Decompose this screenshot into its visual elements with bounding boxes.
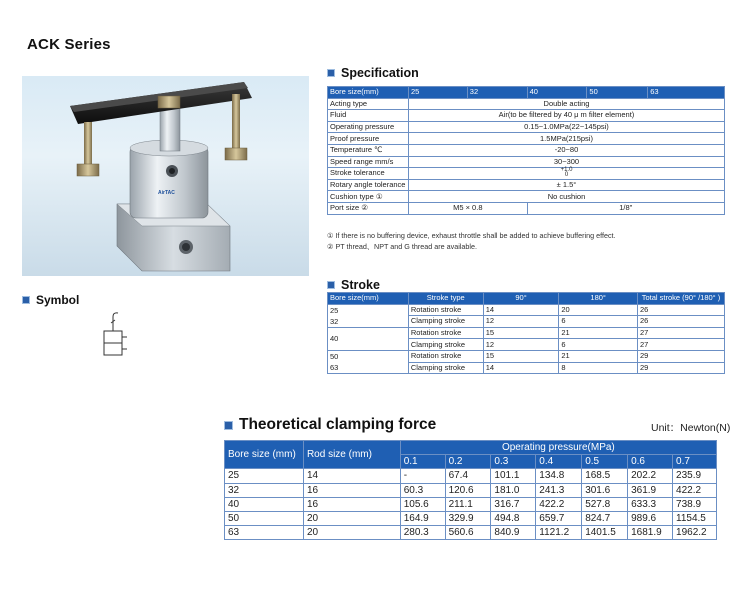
stroke-type: Rotation stroke [408,350,483,362]
force-header-row [225,441,717,455]
symbol-heading [22,293,79,307]
bore-value: 50 [330,352,339,362]
specification-title: Specification [341,66,419,80]
force-value: 105.6 [400,497,445,511]
force-row [225,511,717,525]
spec-value: Double acting [408,98,724,110]
force-value: 168.5 [582,469,628,483]
force-row [225,497,717,511]
bore-value: 25 [330,305,339,315]
stroke-180: 20 [559,304,638,316]
force-value: 1962.2 [673,526,717,540]
force-value: 633.3 [628,497,673,511]
stroke-bore-cell [328,304,409,327]
force-value: 840.9 [491,526,536,540]
force-table [224,440,717,540]
bore-value: 32 [330,316,339,326]
stroke-180: 6 [559,316,638,328]
force-value: 361.9 [628,483,673,497]
spec-label: Cushion type ① [328,191,409,203]
force-value: 202.2 [628,469,673,483]
stroke-row [328,350,725,362]
spec-header-cell: 32 [467,87,527,99]
force-rod: 20 [303,511,400,525]
spec-label: Speed range mm/s [328,156,409,168]
force-rod: 16 [303,497,400,511]
stroke-header-cell: 180° [559,293,638,305]
spec-label: Acting type [328,98,409,110]
spec-row [328,191,725,203]
spec-row [328,121,725,133]
spec-row [328,179,725,191]
spec-label: Stroke tolerance [328,168,409,180]
force-row [225,526,717,540]
tolerance-lower: 0 [564,172,569,179]
stroke-90: 15 [483,350,559,362]
force-value: 824.7 [582,511,628,525]
stroke-180: 6 [559,339,638,351]
spec-header-row [328,87,725,99]
spec-row [328,156,725,168]
spec-value: 1/8" [527,202,724,214]
stroke-header-cell: Bore size(mm) [328,293,409,305]
force-value: 560.6 [445,526,491,540]
section-bullet-icon [22,296,30,304]
series-title: ACK Series [27,36,111,53]
force-value: 164.9 [400,511,445,525]
stroke-180: 21 [559,350,638,362]
spec-row [328,202,725,214]
force-rod: 20 [303,526,400,540]
stroke-90: 15 [483,327,559,339]
brand-label: AirTAC [158,190,175,196]
stroke-header-cell: 90° [483,293,559,305]
force-row [225,483,717,497]
section-bullet-icon [224,421,233,430]
force-value: 1121.2 [536,526,582,540]
spec-header-cell: Bore size(mm) [328,87,409,99]
force-value: 67.4 [445,469,491,483]
force-value: 1401.5 [582,526,628,540]
force-value: 301.6 [582,483,628,497]
spec-note: ② PT thread、NPT and G thread are available. [327,242,478,251]
stroke-title: Stroke [341,278,380,292]
product-photo [22,76,309,276]
stroke-90: 14 [483,304,559,316]
force-heading [224,416,436,434]
force-value: 494.8 [491,511,536,525]
spec-header-cell: 50 [587,87,648,99]
spec-label: Fluid [328,110,409,122]
stroke-row [328,304,725,316]
stroke-row [328,327,725,339]
spec-value: -20~80 [408,144,724,156]
force-bore: 40 [225,497,304,511]
spec-note: ① If there is no buffering device, exhaust throttle shall be added to achieve buffering effect. [327,231,616,240]
stroke-180: 21 [559,327,638,339]
pressure-value: 0.7 [673,455,717,469]
spec-label: Operating pressure [328,121,409,133]
spec-value: 0.15~1.0MPa(22~145psi) [408,121,724,133]
stroke-type: Rotation stroke [408,327,483,339]
force-value: 738.9 [673,497,717,511]
section-bullet-icon [327,281,335,289]
force-rod: 16 [303,483,400,497]
force-bore: 32 [225,483,304,497]
spec-value: ± 1.5° [408,179,724,191]
stroke-type: Clamping stroke [408,362,483,374]
force-value: 659.7 [536,511,582,525]
stroke-total: 29 [637,362,724,374]
force-header-pressure: Operating pressure(MPa) [400,441,716,455]
stroke-90: 12 [483,316,559,328]
spec-label: Port size ② [328,202,409,214]
spec-row [328,110,725,122]
force-bore: 25 [225,469,304,483]
spec-value: M5 × 0.8 [408,202,527,214]
pressure-value: 0.6 [628,455,673,469]
pressure-value: 0.1 [400,455,445,469]
stroke-header-row [328,293,725,305]
spec-row [328,133,725,145]
stroke-table [327,292,725,374]
spec-value: Air(to be filtered by 40 μ m filter element) [408,110,724,122]
stroke-90: 14 [483,362,559,374]
force-value: 101.1 [491,469,536,483]
stroke-type: Rotation stroke [408,304,483,316]
stroke-type: Clamping stroke [408,316,483,328]
spec-row [328,168,725,180]
stroke-type: Clamping stroke [408,339,483,351]
specification-table [327,86,725,215]
stroke-bore-cell [328,350,409,373]
force-value: 211.1 [445,497,491,511]
force-value: 280.3 [400,526,445,540]
spec-value: No cushion [408,191,724,203]
spec-row [328,144,725,156]
spec-label: Temperature ℃ [328,144,409,156]
force-value: - [400,469,445,483]
force-value: 316.7 [491,497,536,511]
force-value: 989.6 [628,511,673,525]
force-header-rod: Rod size (mm) [303,441,400,469]
spec-value: 1.5MPa(215psi) [408,133,724,145]
spec-value [408,168,724,180]
force-bore: 50 [225,511,304,525]
force-value: 60.3 [400,483,445,497]
force-row [225,469,717,483]
force-value: 241.3 [536,483,582,497]
force-value: 181.0 [491,483,536,497]
stroke-heading [327,278,380,292]
stroke-total: 27 [637,327,724,339]
force-rod: 14 [303,469,400,483]
pressure-value: 0.3 [491,455,536,469]
bore-value: 63 [330,363,339,373]
pressure-value: 0.2 [445,455,491,469]
force-value: 1154.5 [673,511,717,525]
stroke-180: 8 [559,362,638,374]
spec-row [328,98,725,110]
force-bore: 63 [225,526,304,540]
pressure-value: 0.5 [582,455,628,469]
stroke-bore-cell: 40 [328,327,409,350]
stroke-total: 26 [637,316,724,328]
force-value: 329.9 [445,511,491,525]
pressure-value: 0.4 [536,455,582,469]
section-bullet-icon [327,69,335,77]
force-value: 235.9 [673,469,717,483]
stroke-total: 29 [637,350,724,362]
stroke-total: 26 [637,304,724,316]
stroke-header-cell: Total stroke (90° /180° ) [637,293,724,305]
force-value: 422.2 [673,483,717,497]
force-value: 120.6 [445,483,491,497]
spec-header-cell: 40 [527,87,587,99]
tolerance-upper: +1.0 [560,167,573,174]
cylinder-symbol-icon [100,311,130,359]
spec-value: 30~300 [408,156,724,168]
unit-label: Unit：Newton(N) [651,422,731,434]
force-value: 1681.9 [628,526,673,540]
force-value: 527.8 [582,497,628,511]
specification-heading [327,66,419,80]
symbol-title: Symbol [36,293,80,307]
spec-label: Rotary angle tolerance [328,179,409,191]
force-value: 422.2 [536,497,582,511]
spec-header-cell: 25 [408,87,467,99]
force-title: Theoretical clamping force [239,416,437,433]
force-header-bore: Bore size (mm) [225,441,304,469]
force-value: 134.8 [536,469,582,483]
stroke-total: 27 [637,339,724,351]
spec-header-cell: 63 [648,87,725,99]
spec-label: Proof pressure [328,133,409,145]
stroke-header-cell: Stroke type [408,293,483,305]
stroke-90: 12 [483,339,559,351]
spec-notes [327,230,616,252]
